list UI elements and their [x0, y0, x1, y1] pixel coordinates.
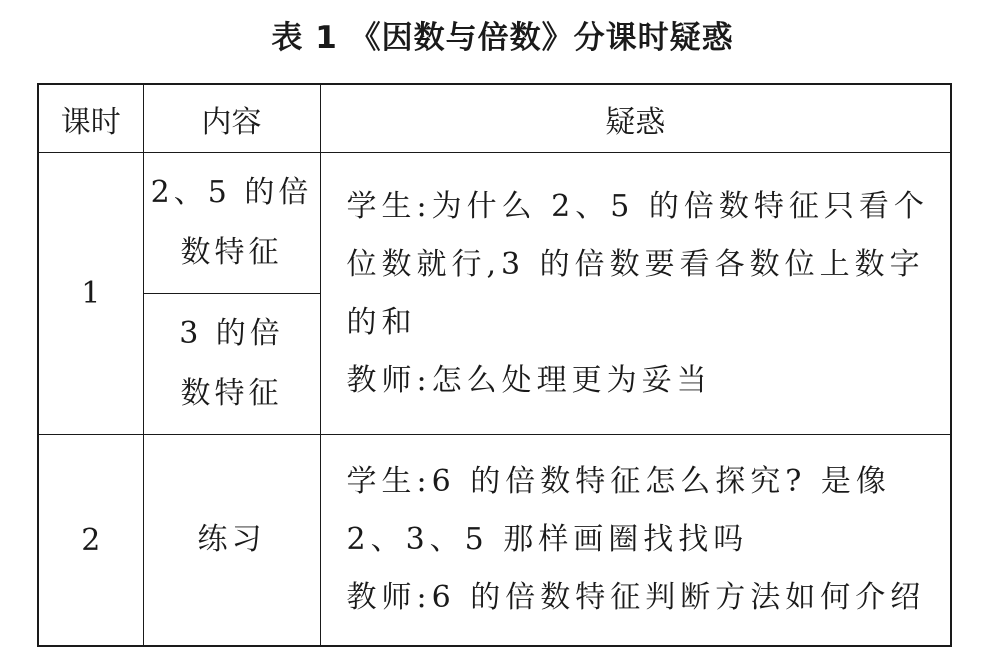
doubt-cell — [320, 435, 951, 647]
teacher-doubt: 教师:6 的倍数特征判断方法如何介绍 — [346, 580, 926, 615]
content-line: 3 的倍 — [179, 316, 284, 351]
student-doubt: 学生:6 的倍数特征怎么探究? 是像 2、3、5 那样画圈找找吗 — [346, 464, 891, 557]
lesson-number-cell: 2 — [38, 435, 143, 647]
content-cell — [143, 153, 320, 294]
doubt-cell — [320, 153, 951, 435]
table-title: 表 1 《因数与倍数》分课时疑惑 — [271, 20, 734, 56]
content-line: 数特征 — [180, 235, 283, 270]
content-line: 2、5 的倍 — [150, 175, 313, 210]
table-row — [38, 153, 951, 294]
content-cell: 练习 — [143, 435, 320, 647]
lesson-number-cell: 1 — [38, 153, 143, 435]
table-row — [38, 435, 951, 647]
content-cell — [143, 294, 320, 435]
content-line: 数特征 — [180, 376, 283, 411]
table-header-row — [38, 84, 951, 153]
header-doubt: 疑惑 — [320, 84, 951, 153]
teacher-doubt: 教师:怎么处理更为妥当 — [346, 362, 712, 398]
student-doubt: 学生:为什么 2、5 的倍数特征只看个位数就行,3 的倍数要看各数位上数字的和 — [346, 188, 929, 340]
doubts-table — [37, 83, 952, 647]
header-content: 内容 — [143, 84, 320, 153]
header-lesson: 课时 — [38, 84, 143, 153]
